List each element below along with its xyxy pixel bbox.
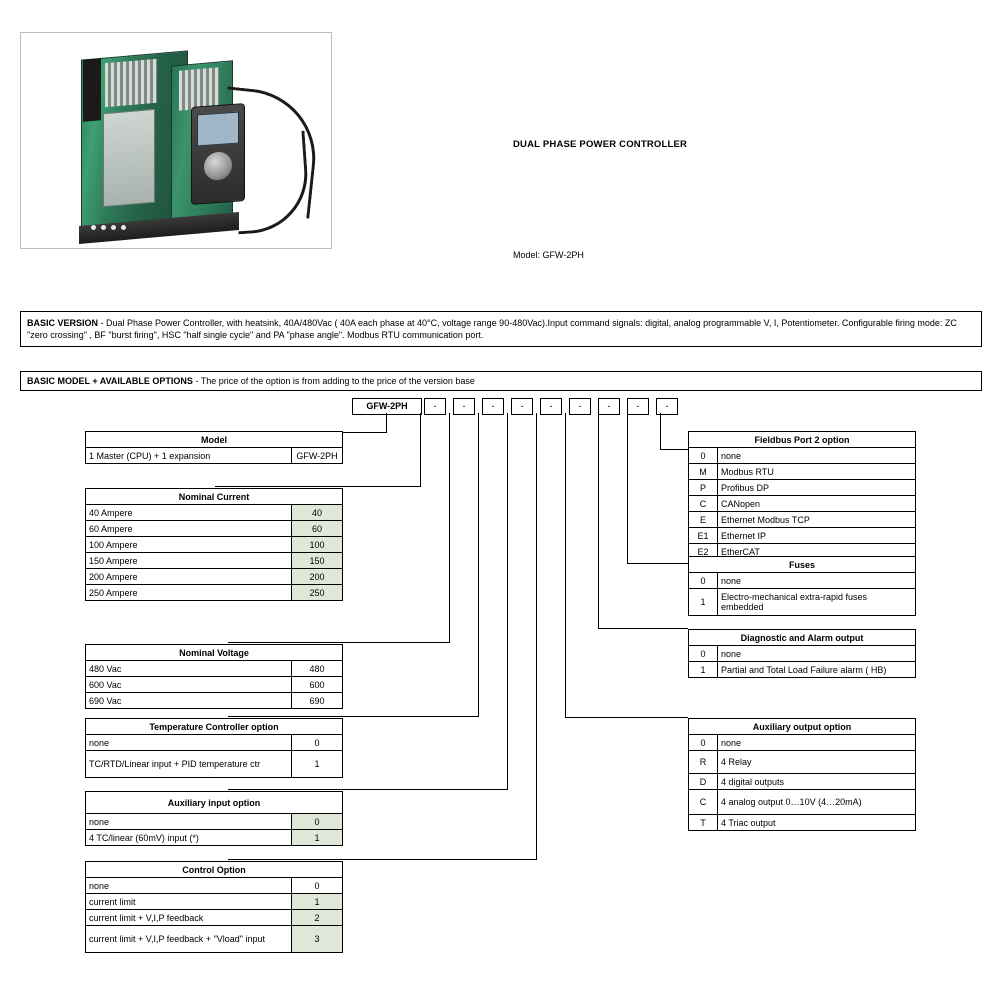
row-key: 0 xyxy=(689,573,718,589)
table-row xyxy=(86,661,343,677)
table-fieldbus-port2 xyxy=(688,431,916,560)
row-label: 4 TC/linear (60mV) input (*) xyxy=(86,830,292,846)
connector-line xyxy=(228,789,508,790)
connector-line xyxy=(420,413,421,486)
row-value: 150 xyxy=(292,553,343,569)
row-label: current limit + V,I,P feedback xyxy=(86,910,292,926)
row-key: 1 xyxy=(689,662,718,678)
connector-line xyxy=(507,413,508,789)
device-front-panel xyxy=(103,109,155,208)
row-key: 0 xyxy=(689,448,718,464)
table-row xyxy=(689,646,916,662)
row-key: R xyxy=(689,751,718,774)
table-fuses xyxy=(688,556,916,616)
row-value: 1 xyxy=(292,830,343,846)
row-value: 600 xyxy=(292,677,343,693)
row-label: 4 digital outputs xyxy=(718,774,916,790)
table-row xyxy=(689,573,916,589)
row-label: EtherCAT xyxy=(718,544,916,560)
table-row xyxy=(689,751,916,774)
row-label: Modbus RTU xyxy=(718,464,916,480)
table-fieldbus-port2-title: Fieldbus Port 2 option xyxy=(689,432,916,448)
row-label: 200 Ampere xyxy=(86,569,292,585)
table-nominal-voltage-title: Nominal Voltage xyxy=(86,645,343,661)
device-led xyxy=(91,225,96,230)
row-value: 0 xyxy=(292,878,343,894)
connector-line xyxy=(598,413,599,628)
table-row xyxy=(86,521,343,537)
table-auxiliary-input-title: Auxiliary input option xyxy=(86,792,343,814)
page-title: DUAL PHASE POWER CONTROLLER xyxy=(513,139,688,150)
row-key: E2 xyxy=(689,544,718,560)
basic-version-box xyxy=(20,311,982,347)
table-row xyxy=(86,830,343,846)
table-fuses-title: Fuses xyxy=(689,557,916,573)
connector-line xyxy=(660,449,688,450)
row-label: 150 Ampere xyxy=(86,553,292,569)
connector-line xyxy=(565,413,566,717)
table-row xyxy=(86,677,343,693)
connector-line xyxy=(565,717,688,718)
table-nominal-voltage xyxy=(85,644,343,709)
table-control-option xyxy=(85,861,343,953)
device-side-panel xyxy=(83,58,101,122)
row-label: Ethernet IP xyxy=(718,528,916,544)
table-row xyxy=(86,693,343,709)
table-temperature-controller xyxy=(85,718,343,778)
connector-line xyxy=(386,413,387,432)
row-key: 1 xyxy=(689,589,718,616)
row-value: 0 xyxy=(292,814,343,830)
row-label: Partial and Total Load Failure alarm ( HB) xyxy=(718,662,916,678)
connector-line xyxy=(660,413,661,449)
connector-line xyxy=(228,716,479,717)
row-label: 690 Vac xyxy=(86,693,292,709)
basic-model-label: BASIC MODEL + AVAILABLE OPTIONS xyxy=(27,376,193,386)
table-row xyxy=(689,815,916,831)
row-label: 40 Ampere xyxy=(86,505,292,521)
device-led xyxy=(101,225,106,230)
row-value: 200 xyxy=(292,569,343,585)
row-label: CANopen xyxy=(718,496,916,512)
table-control-option-title: Control Option xyxy=(86,862,343,878)
table-row xyxy=(689,464,916,480)
table-row xyxy=(86,505,343,521)
row-label: current limit + V,I,P feedback + "Vload" input xyxy=(86,926,292,953)
row-key: P xyxy=(689,480,718,496)
row-value: 2 xyxy=(292,910,343,926)
basic-model-box xyxy=(20,371,982,391)
row-value: 40 xyxy=(292,505,343,521)
device-cable-secondary xyxy=(232,131,312,235)
row-label: 600 Vac xyxy=(86,677,292,693)
table-nominal-current xyxy=(85,488,343,601)
row-key: T xyxy=(689,815,718,831)
code-dash-8: - xyxy=(627,398,649,415)
row-label: none xyxy=(718,735,916,751)
row-label: none xyxy=(718,573,916,589)
row-value: 100 xyxy=(292,537,343,553)
row-label: 4 Triac output xyxy=(718,815,916,831)
row-key: M xyxy=(689,464,718,480)
table-row xyxy=(86,751,343,778)
row-label: Ethernet Modbus TCP xyxy=(718,512,916,528)
row-value: 480 xyxy=(292,661,343,677)
row-value: 1 xyxy=(292,894,343,910)
device-vent-left xyxy=(105,59,157,108)
row-key: 0 xyxy=(689,646,718,662)
row-label: none xyxy=(718,646,916,662)
device-vent-right xyxy=(179,67,219,110)
row-label: Profibus DP xyxy=(718,480,916,496)
row-value: 690 xyxy=(292,693,343,709)
table-row xyxy=(689,735,916,751)
table-row xyxy=(689,512,916,528)
connector-line xyxy=(449,413,450,642)
row-value: 250 xyxy=(292,585,343,601)
device-led xyxy=(111,225,116,230)
table-auxiliary-input xyxy=(85,791,343,846)
table-row xyxy=(689,790,916,815)
row-label: Electro-mechanical extra-rapid fuses embedded xyxy=(718,589,916,616)
table-row xyxy=(86,878,343,894)
basic-model-text: - The price of the option is from adding to the price of the version base xyxy=(192,376,475,386)
row-value: 0 xyxy=(292,735,343,751)
table-diagnostic-alarm xyxy=(688,629,916,678)
table-model xyxy=(85,431,343,464)
row-label: 1 Master (CPU) + 1 expansion xyxy=(86,448,292,464)
row-label: 250 Ampere xyxy=(86,585,292,601)
row-label: none xyxy=(86,814,292,830)
table-auxiliary-output-title: Auxiliary output option xyxy=(689,719,916,735)
row-label: none xyxy=(86,878,292,894)
table-row xyxy=(689,496,916,512)
connector-line xyxy=(598,628,688,629)
row-value: 60 xyxy=(292,521,343,537)
row-value: GFW-2PH xyxy=(292,448,343,464)
row-key: 0 xyxy=(689,735,718,751)
code-dash-1: - xyxy=(424,398,446,415)
code-dash-9: - xyxy=(656,398,678,415)
row-key: E1 xyxy=(689,528,718,544)
table-row xyxy=(86,814,343,830)
basic-version-text: - Dual Phase Power Controller, with heatsink, 40A/480Vac ( 40A each phase at 40°C, voltage range 90-480Vac).Input command signals: digital, analog programmable V, I, Potentiometer. Configurable firing mode: ZC "zero crossing" , BF "burst firing", HSC "half single cycle" and PA "phase angle". Modbus RTU communication port. xyxy=(27,318,957,341)
code-dash-3: - xyxy=(482,398,504,415)
code-dash-5: - xyxy=(540,398,562,415)
row-label: 4 Relay xyxy=(718,751,916,774)
connector-line xyxy=(228,859,537,860)
connector-line xyxy=(627,563,688,564)
basic-version-label: BASIC VERSION xyxy=(27,318,99,328)
row-value: 3 xyxy=(292,926,343,953)
table-row xyxy=(86,569,343,585)
table-row xyxy=(689,662,916,678)
model-label: Model: GFW-2PH xyxy=(513,250,584,260)
table-row xyxy=(86,585,343,601)
table-row xyxy=(689,528,916,544)
table-row xyxy=(86,553,343,569)
row-label: none xyxy=(718,448,916,464)
table-row xyxy=(689,448,916,464)
table-temperature-controller-title: Temperature Controller option xyxy=(86,719,343,735)
table-row xyxy=(689,480,916,496)
row-label: 4 analog output 0…10V (4…20mA) xyxy=(718,790,916,815)
row-label: 100 Ampere xyxy=(86,537,292,553)
table-nominal-current-title: Nominal Current xyxy=(86,489,343,505)
row-value: 1 xyxy=(292,751,343,778)
table-diagnostic-alarm-title: Diagnostic and Alarm output xyxy=(689,630,916,646)
row-label: TC/RTD/Linear input + PID temperature ctr xyxy=(86,751,292,778)
row-label: current limit xyxy=(86,894,292,910)
connector-line xyxy=(478,413,479,716)
table-row xyxy=(86,735,343,751)
table-row xyxy=(86,537,343,553)
table-model-title: Model xyxy=(86,432,343,448)
code-base-cell: GFW-2PH xyxy=(352,398,422,415)
row-label: none xyxy=(86,735,292,751)
table-row xyxy=(689,774,916,790)
row-key: C xyxy=(689,790,718,815)
connector-line xyxy=(215,486,421,487)
connector-line xyxy=(627,413,628,563)
table-row xyxy=(86,926,343,953)
row-key: C xyxy=(689,496,718,512)
row-label: 60 Ampere xyxy=(86,521,292,537)
table-auxiliary-output xyxy=(688,718,916,831)
table-row xyxy=(86,910,343,926)
table-row xyxy=(86,894,343,910)
code-dash-2: - xyxy=(453,398,475,415)
table-row xyxy=(689,589,916,616)
connector-line xyxy=(228,642,450,643)
code-dash-6: - xyxy=(569,398,591,415)
device-led xyxy=(121,225,126,230)
row-key: D xyxy=(689,774,718,790)
table-row xyxy=(86,448,343,464)
connector-line xyxy=(536,413,537,859)
product-photo xyxy=(20,32,332,249)
code-dash-7: - xyxy=(598,398,620,415)
row-key: E xyxy=(689,512,718,528)
code-dash-4: - xyxy=(511,398,533,415)
row-label: 480 Vac xyxy=(86,661,292,677)
